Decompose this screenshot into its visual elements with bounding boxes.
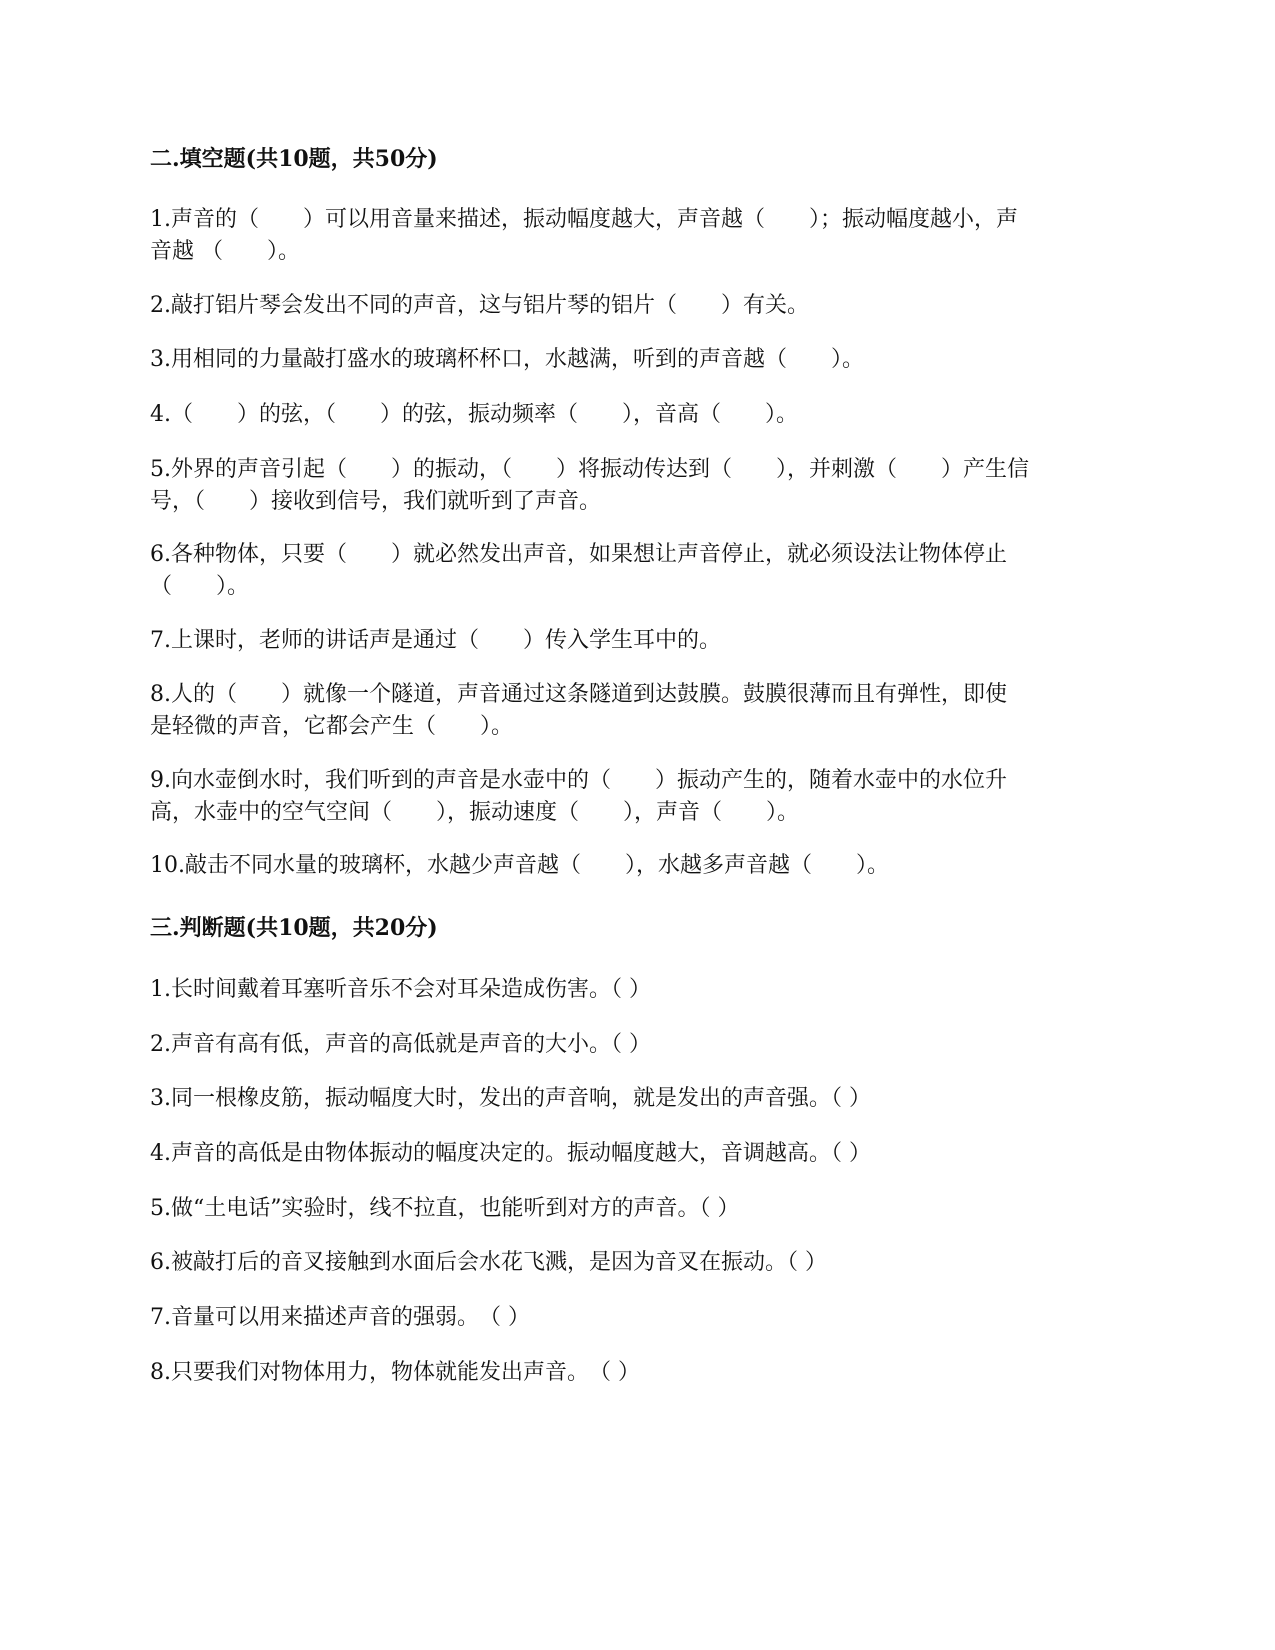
fill-question-10 [150,850,1115,882]
fill-question-8 [150,679,1115,743]
question-line: 是轻微的声音，它都会产生（ ）。 [150,714,514,739]
question-line: 高，水壶中的空气空间（ ），振动速度（ ），声音（ ）。 [150,800,800,825]
question-line: 音越 （ ）。 [150,239,300,264]
question-line: 3.用相同的力量敲打盛水的玻璃杯杯口，水越满，听到的声音越（ ）。 [150,347,864,372]
question-line: 5.做“土电话”实验时，线不拉直，也能听到对方的声音。（ ） [150,1196,740,1221]
question-line: 6.被敲打后的音叉接触到水面后会水花飞溅，是因为音叉在振动。（ ） [150,1250,827,1275]
question-line: 1.声音的（ ）可以用音量来描述，振动幅度越大，声音越（ ）；振动幅度越小，声 [150,207,1018,232]
section-title-fill-blank: 二.填空题(共10题，共50分) [150,146,438,172]
question-line: 2.声音有高有低，声音的高低就是声音的大小。（ ） [150,1032,651,1057]
tf-question-3 [150,1083,1115,1115]
section-title-true-false: 三.判断题(共10题，共20分) [150,915,438,941]
fill-question-4 [150,399,1115,431]
question-line: 8.只要我们对物体用力，物体就能发出声音。 （ ） [150,1360,640,1385]
question-line: 1.长时间戴着耳塞听音乐不会对耳朵造成伤害。（ ） [150,977,651,1002]
question-line: 6.各种物体，只要（ ）就必然发出声音，如果想让声音停止，就必须设法让物体停止 [150,542,1007,567]
question-line: 号，（ ）接收到信号，我们就听到了声音。 [150,489,602,514]
question-line: 2.敲打铝片琴会发出不同的声音，这与铝片琴的铝片（ ）有关。 [150,293,809,318]
fill-question-3 [150,344,1115,376]
fill-question-5 [150,454,1115,518]
tf-question-7 [150,1302,1115,1334]
tf-question-2 [150,1029,1115,1061]
question-line: 7.上课时，老师的讲话声是通过（ ）传入学生耳中的。 [150,628,721,653]
question-line: 9.向水壶倒水时，我们听到的声音是水壶中的（ ）振动产生的，随着水壶中的水位升 [150,768,1007,793]
question-line: 4.声音的高低是由物体振动的幅度决定的。振动幅度越大，音调越高。（ ） [150,1141,871,1166]
fill-question-6 [150,539,1115,603]
tf-question-6 [150,1247,1115,1279]
fill-question-9 [150,765,1115,829]
question-line: 8.人的（ ）就像一个隧道，声音通过这条隧道到达鼓膜。鼓膜很薄而且有弹性，即使 [150,682,1007,707]
fill-question-2 [150,290,1115,322]
fill-question-1 [150,204,1115,268]
tf-question-1 [150,974,1115,1006]
question-line: 10.敲击不同水量的玻璃杯，水越少声音越（ ），水越多声音越（ ）。 [150,853,889,878]
tf-question-5 [150,1193,1115,1225]
question-line: 3.同一根橡皮筋，振动幅度大时，发出的声音响，就是发出的声音强。（ ） [150,1086,871,1111]
tf-question-8 [150,1357,1115,1389]
question-line: 4.（ ）的弦，（ ）的弦，振动频率（ ），音高（ ）。 [150,402,798,427]
question-line: 5.外界的声音引起（ ）的振动，（ ）将振动传达到（ ），并刺激（ ）产生信 [150,457,1029,482]
tf-question-4 [150,1138,1115,1170]
question-line: （ ）。 [150,574,250,599]
fill-question-7 [150,625,1115,657]
question-line: 7.音量可以用来描述声音的强弱。 （ ） [150,1305,530,1330]
